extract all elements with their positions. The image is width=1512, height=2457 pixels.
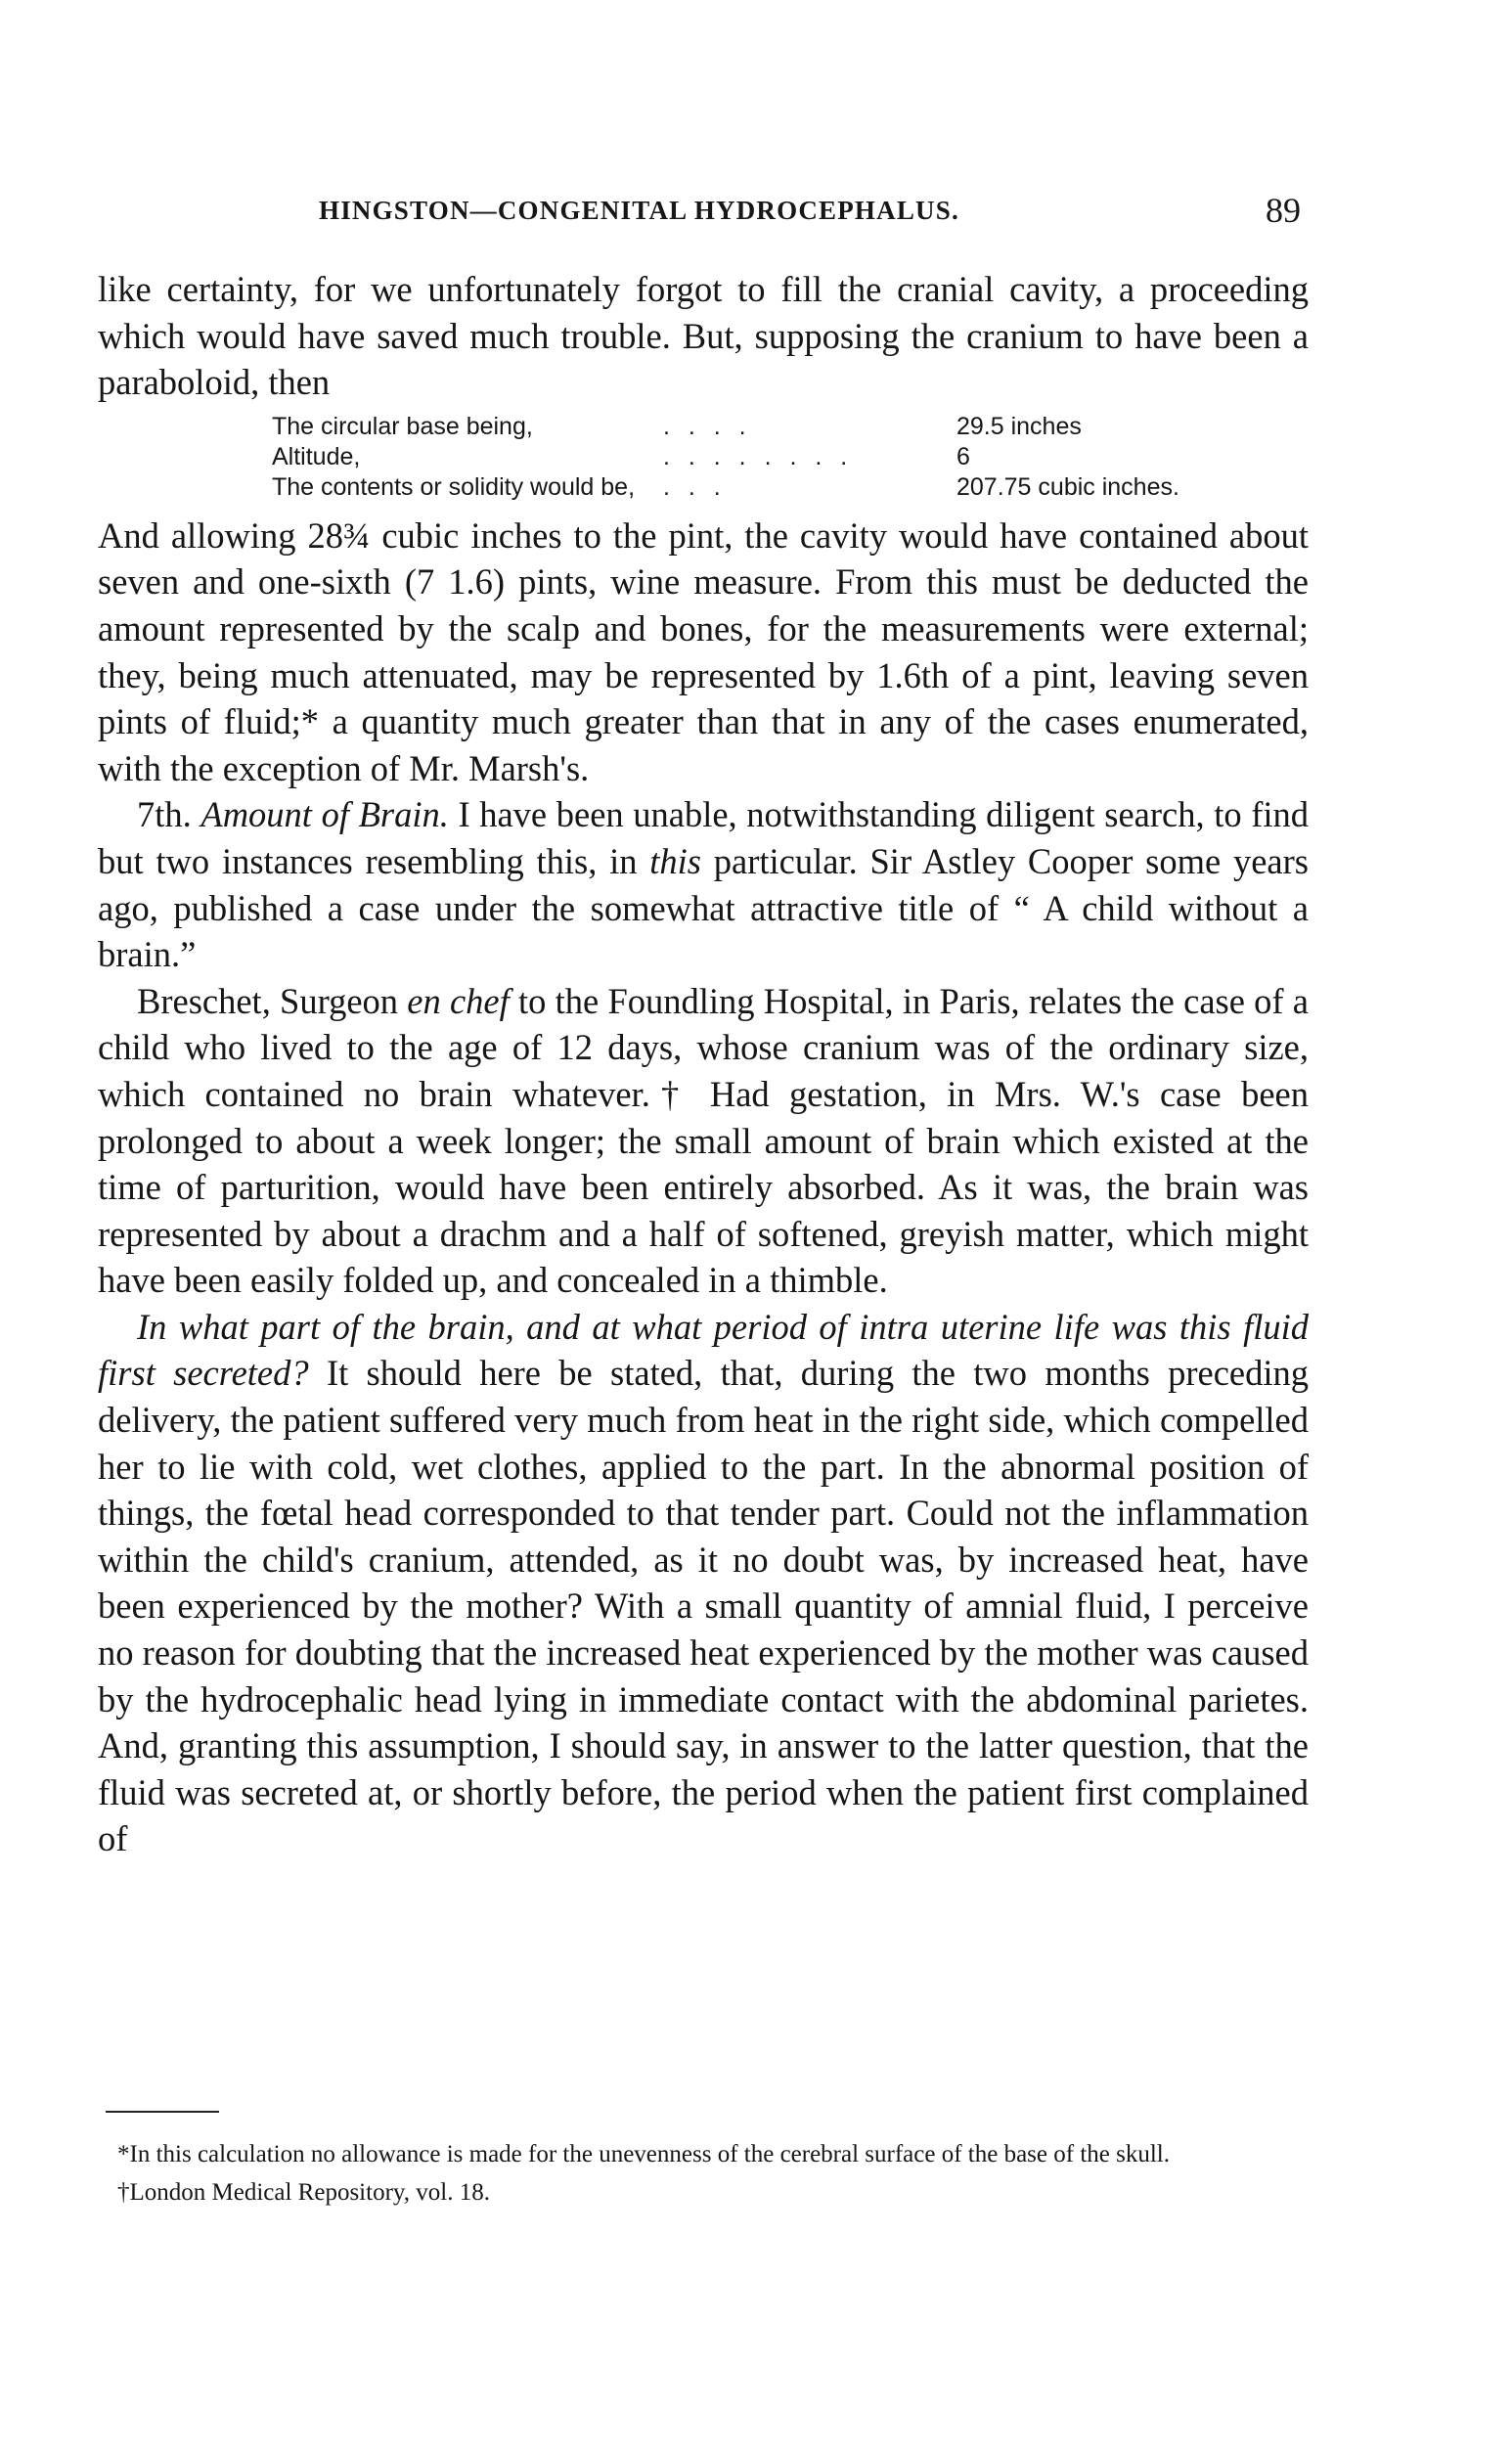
paragraph-text: I have been unable, notwithstanding diligent search, to find but two instances resembling this, in	[98, 794, 1310, 881]
paragraph-1: like certainty, for we unfortunately forgot to fill the cranial cavity, a proceeding which would have saved much trouble. But, supposing the cranium to have been a paraboloid, then	[98, 269, 1309, 403]
calculation-label: The circular base being,	[272, 412, 533, 440]
section-number: 7th.	[137, 794, 192, 835]
paragraph-text: Breschet, Surgeon	[137, 980, 408, 1021]
calculation-row	[272, 442, 1318, 472]
body-text	[98, 266, 1309, 1862]
paragraph-text: It should here be stated, that, during the two months preceding delivery, the patient suffered very much from heat in the right side, which compelled her to lie with cold, wet clothes, applied to the part. In the abnormal position of things, the fœtal head corresponded to that tender part. Could not the inflammation within the child's cranium, attended, as it no doubt was, by increased heat, have been experienced by the mother? With a small quantity of amnial fluid, I perceive no reason for doubting that the increased heat experienced by the mother was caused by the hydrocephalic head lying in immediate contact with the abdominal parietes. And, granting this assumption, I should say, in answer to the latter question, that the fluid was secreted at, or shortly before, the period when the patient first complained of	[98, 1353, 1309, 1859]
page-number: 89	[1266, 191, 1301, 230]
calculation-table	[272, 412, 1318, 503]
paragraph-2: And allowing 28¾ cubic inches to the pint, the cavity would have contained about seven and one-sixth (7 1.6) pints, wine measure. From this must be deducted the amount represented by the scalp and bones, for the measurements were external; they, being much attenuated, may be represented by 1.6th of a pint, leaving seven pints of fluid;* a quantity much greater than that in any of the cases enumerated, with the exception of Mr. Marsh's.	[98, 514, 1309, 788]
paragraph-4	[98, 978, 1309, 1304]
section-heading: Amount of Brain.	[200, 794, 449, 835]
calculation-label: Altitude,	[272, 442, 361, 470]
calculation-label: The contents or solidity would be,	[272, 472, 636, 501]
calculation-row	[272, 472, 1318, 503]
calculation-value: 6	[956, 442, 970, 470]
paragraph-text: particular. Sir Astley Cooper some years ago, published a case under the somewhat attractive title of “ A child without a brain.”	[98, 840, 1309, 975]
calculation-leader: . . .	[663, 472, 727, 501]
emphasis: this	[649, 840, 702, 881]
calculation-row	[272, 412, 1318, 442]
running-head: HINGSTON—CONGENITAL HYDROCEPHALUS.	[319, 196, 959, 225]
footnotes	[98, 2111, 1309, 2207]
footnote-1: *In this calculation no allowance is made for the unevenness of the cerebral surface of the base of the skull.	[117, 2141, 1170, 2167]
calculation-leader: . . . .	[663, 412, 752, 440]
paragraph-3	[98, 791, 1309, 977]
paragraph-text: to the Foundling Hospital, in Paris, relates the case of a child who lived to the age of 12 days, whose cranium was of the ordinary size, which contained no brain whatever.† Had gestation, in Mrs. W.'s case been prolonged to about a week longer; the small amount of brain which existed at the time of parturition, would have been entirely absorbed. As it was, the brain was represented by about a drachm and a half of softened, greyish matter, which might have been easily folded up, and concealed in a thimble.	[98, 980, 1309, 1301]
footnote-rule	[106, 2111, 219, 2113]
calculation-value: 207.75 cubic inches.	[956, 472, 1179, 501]
paragraph-5	[98, 1304, 1309, 1862]
calculation-value: 29.5 inches	[956, 412, 1082, 440]
calculation-leader: . . . . . . . .	[663, 442, 854, 470]
emphasis: en chef	[407, 980, 510, 1021]
footnote-2: †London Medical Repository, vol. 18.	[117, 2179, 490, 2206]
page-header	[235, 186, 1301, 235]
question-heading: In what part of the brain, and at what period of intra uterine life was this fluid first secreted?	[98, 1306, 1309, 1394]
